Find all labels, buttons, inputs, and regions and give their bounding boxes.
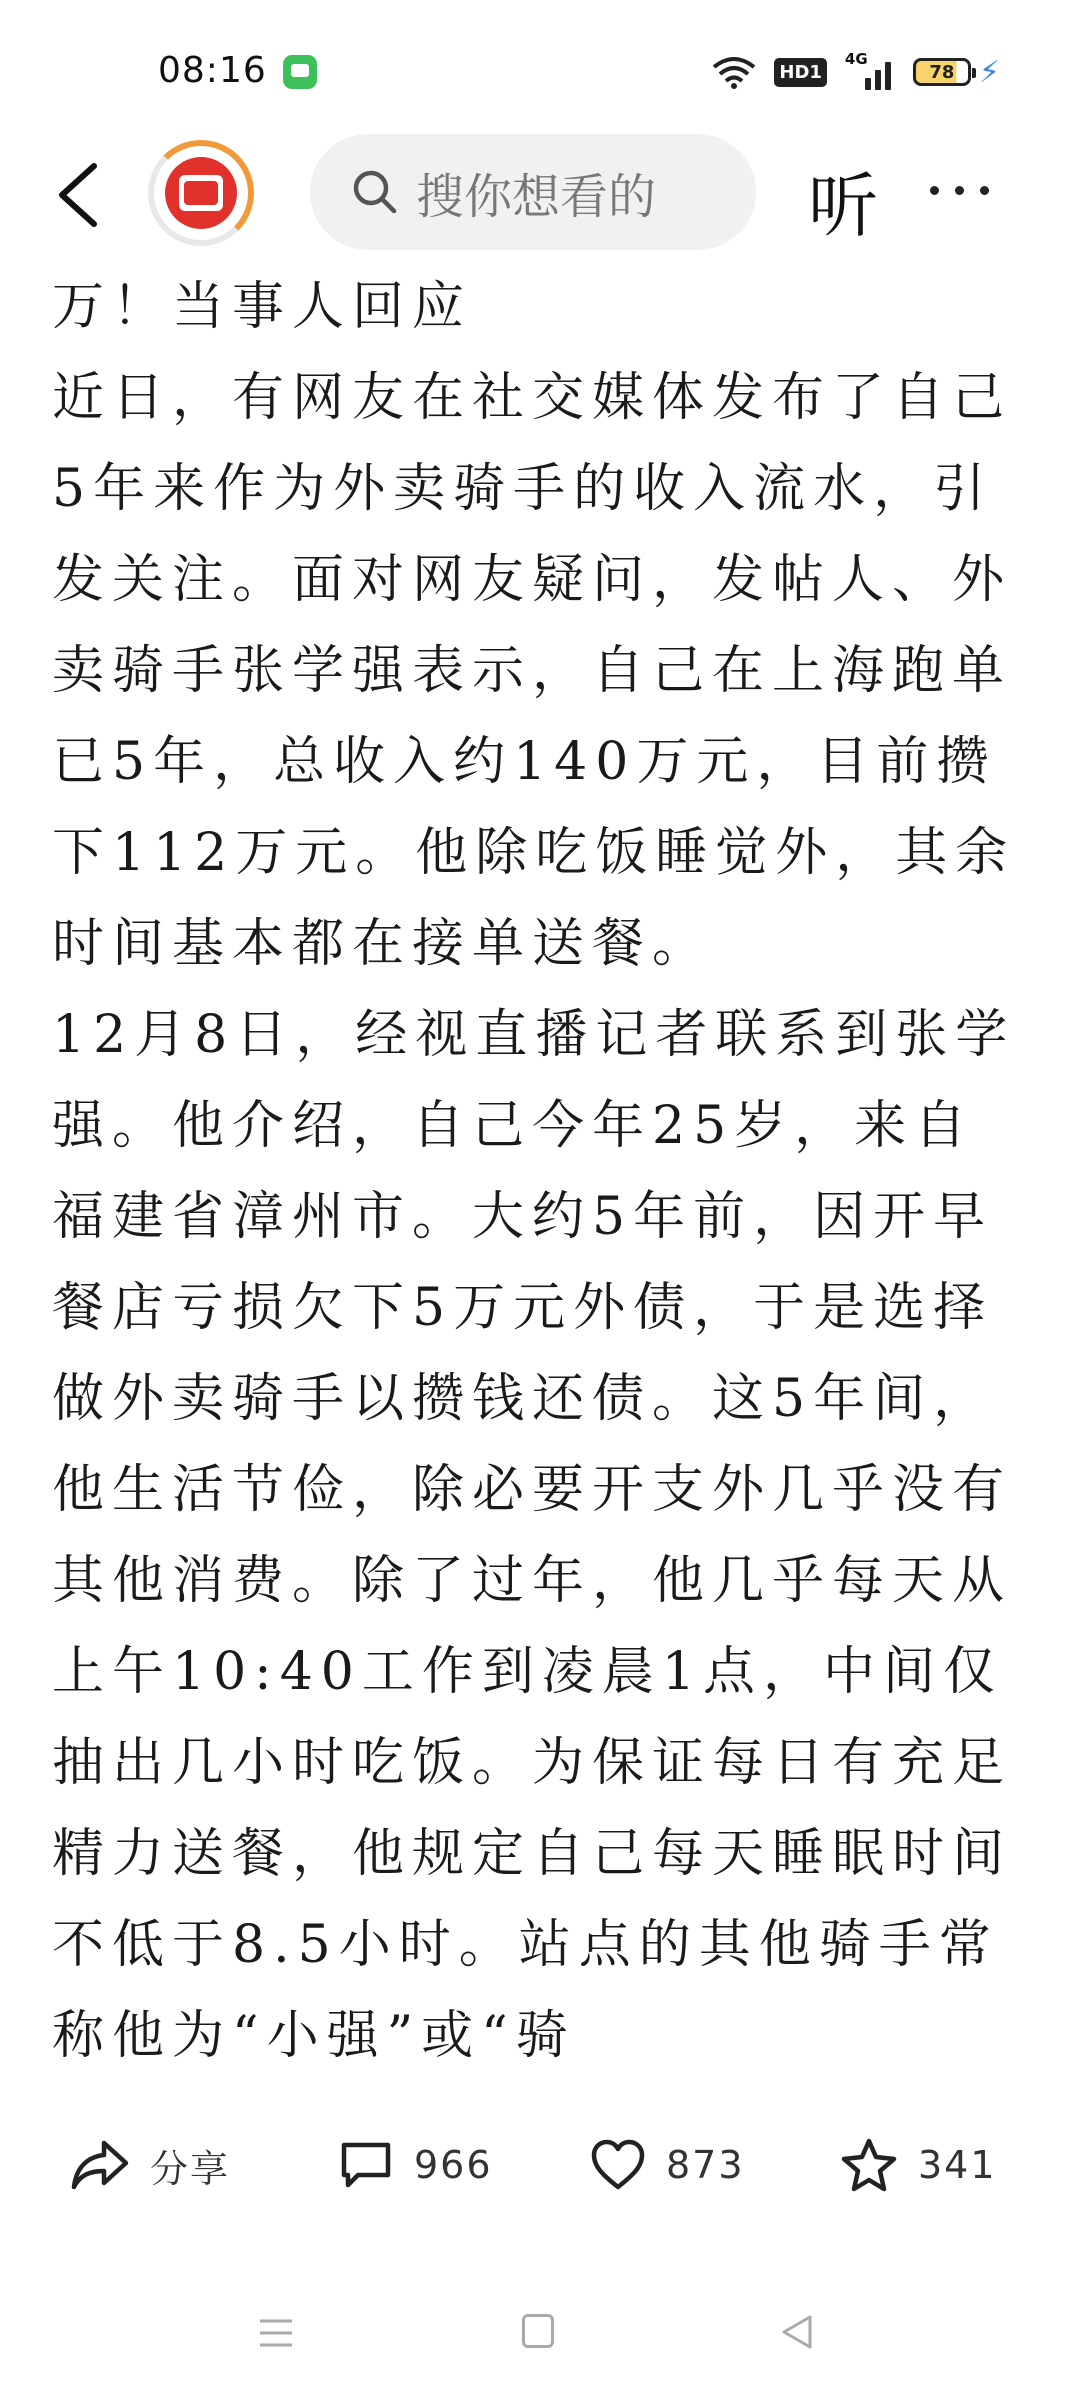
article-body <box>52 262 1022 2070</box>
favorite-count: 341 <box>918 2143 997 2187</box>
search-placeholder: 搜你想看的 <box>416 168 657 225</box>
status-time: 08:16 <box>158 50 267 91</box>
signal-icon: 4G <box>845 54 895 90</box>
article-paragraph: 近日，有网友在社交媒体发布了自己5年来作为外卖骑手的收入流水，引发关注。面对网友疑问，发帖人、外卖骑手张学强表示，自己在上海跑单已5年，总收入约140万元，目前攒下112万元。他除吃饭睡觉外，其余时间基本都在接单送餐。 <box>52 368 1016 974</box>
like-button[interactable] <box>590 2130 745 2200</box>
battery-icon: 78 <box>913 58 971 86</box>
article-paragraph: 万！当事人回应 <box>52 277 473 337</box>
comment-icon <box>338 2139 394 2191</box>
app-logo-icon[interactable] <box>165 157 237 229</box>
back-arrow-icon[interactable] <box>52 160 112 230</box>
like-count: 873 <box>666 2143 745 2187</box>
hd-icon: HD1 <box>774 58 827 87</box>
share-button[interactable] <box>70 2130 230 2200</box>
comment-button[interactable] <box>338 2130 493 2200</box>
search-icon <box>350 167 400 217</box>
listen-button[interactable]: 听 <box>808 165 878 247</box>
message-icon <box>283 55 317 89</box>
search-bar[interactable] <box>310 134 756 250</box>
comment-count: 966 <box>414 2143 493 2187</box>
favorite-button[interactable] <box>840 2130 997 2200</box>
wifi-icon <box>712 55 756 89</box>
home-icon[interactable] <box>522 2314 554 2348</box>
charging-icon: ⚡ <box>978 54 1000 90</box>
recent-apps-icon[interactable] <box>258 2315 294 2351</box>
star-icon <box>840 2137 898 2193</box>
article-paragraph: 12月8日，经视直播记者联系到张学强。他介绍，自己今年25岁，来自福建省漳州市。大约5年前，因开早餐店亏损欠下5万元外债，于是选择做外卖骑手以攒钱还债。这5年间，他生活节俭，除必要开支外几乎没有其他消费。除了过年，他几乎每天从上午10:40工作到凌晨1点，中间仅抽出几小时吃饭。为保证每日有充足精力送餐，他规定自己每天睡眠时间不低于8.5小时。站点的其他骑手常称他为“小强”或“骑 <box>52 1005 1016 2066</box>
share-icon <box>70 2137 130 2193</box>
nav-back-icon[interactable] <box>780 2314 814 2350</box>
heart-icon <box>590 2139 646 2191</box>
share-label: 分享 <box>150 2146 231 2191</box>
more-options-icon[interactable] <box>930 186 989 195</box>
status-bar <box>0 0 1080 130</box>
